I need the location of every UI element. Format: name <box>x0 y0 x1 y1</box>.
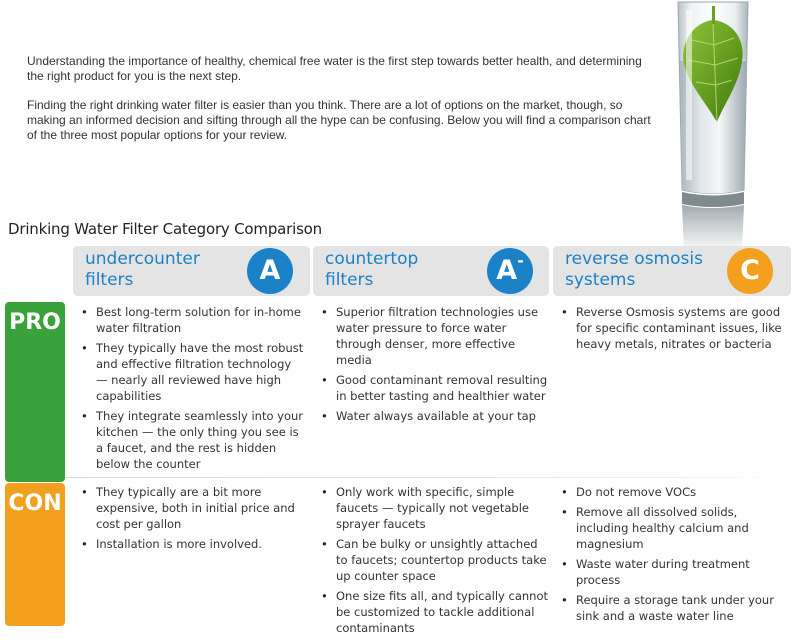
list-item: • Water always available at your tap <box>316 408 550 424</box>
glass-of-water-with-leaf-icon <box>668 0 758 252</box>
pro-reverse-osmosis-list <box>556 304 790 356</box>
column-label: reverse osmosis systems <box>565 249 703 290</box>
list-item: • Installation is more involved. <box>76 536 304 552</box>
column-header-undercounter <box>73 246 310 296</box>
con-undercounter-list <box>76 484 304 556</box>
list-item: • Reverse Osmosis systems are good for specific contaminant issues, like heavy metals, nitrates or bacteria <box>556 304 790 352</box>
con-row-label: CON <box>5 483 65 626</box>
column-label: countertop filters <box>325 249 419 290</box>
list-item: • They integrate seamlessly into your kitchen — the only thing you see is a faucet, and the rest is hidden below the counter <box>76 408 304 472</box>
column-header-reverse-osmosis <box>553 246 791 296</box>
list-item: • Good contaminant removal resulting in better tasting and healthier water <box>316 372 550 404</box>
row-divider <box>66 477 794 478</box>
list-item: • Superior filtration technologies use water pressure to force water through denser, more effective media <box>316 304 550 368</box>
pro-undercounter-list <box>76 304 304 476</box>
list-item: • They typically are a bit more expensive, both in initial price and cost per gallon <box>76 484 304 532</box>
con-reverse-osmosis-list <box>556 484 790 628</box>
list-item: • Can be bulky or unsightly attached to faucets; countertop products take up counter space <box>316 536 550 584</box>
column-header-countertop <box>313 246 549 296</box>
con-countertop-list <box>316 484 550 640</box>
grade-badge: A <box>247 248 293 294</box>
list-item: • Only work with specific, simple faucets — typically not vegetable sprayer faucets <box>316 484 550 532</box>
grade-badge: C <box>727 248 773 294</box>
pro-row-label: PRO <box>5 302 65 482</box>
list-item: • One size fits all, and typically cannot be customized to tackle additional contaminants <box>316 588 550 636</box>
list-item: • Waste water during treatment process <box>556 556 790 588</box>
list-item: • Require a storage tank under your sink and a waste water line <box>556 592 790 624</box>
list-item: • They typically have the most robust and effective filtration technology — nearly all reviewed have high capabilities <box>76 340 304 404</box>
grade-badge: A- <box>487 248 533 294</box>
intro-paragraph-2: Finding the right drinking water filter is easier than you think. There are a lot of options on the market, though, so making an informed decision and sifting through all the hype can be confusing. Below you will find a comparison chart of the three most popular options for your review. <box>27 98 651 142</box>
list-item: • Remove all dissolved solids, including healthy calcium and magnesium <box>556 504 790 552</box>
list-item: • Best long-term solution for in-home water filtration <box>76 304 304 336</box>
comparison-title: Drinking Water Filter Category Comparison <box>8 220 322 238</box>
pro-countertop-list <box>316 304 550 428</box>
list-item: • Do not remove VOCs <box>556 484 790 500</box>
intro-paragraph-1: Understanding the importance of healthy, chemical free water is the first step towards better health, and determining the right product for you is the next step. <box>27 54 642 83</box>
column-label: undercounter filters <box>85 249 200 290</box>
